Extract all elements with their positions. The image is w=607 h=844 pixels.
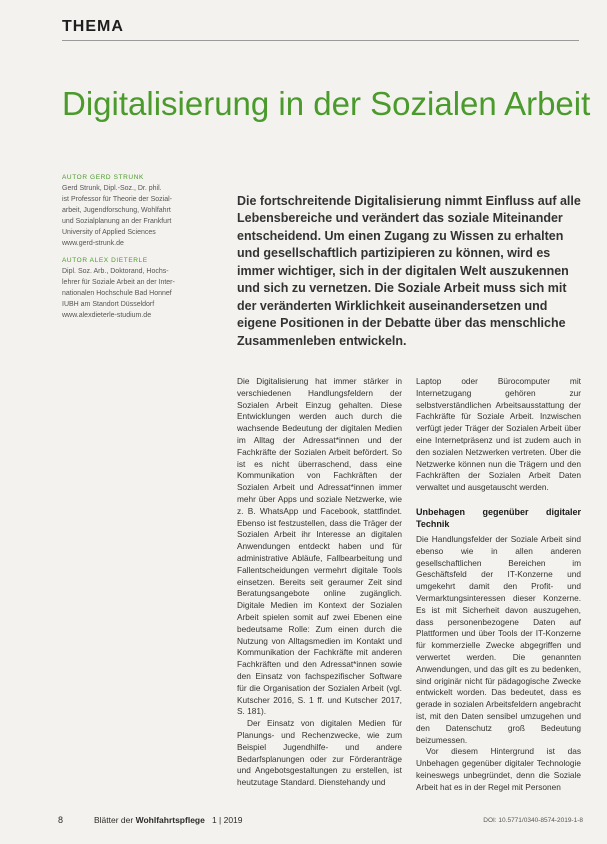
- author-bio-line: und Sozialplanung an der Frankfurt: [62, 218, 172, 225]
- page-number: 8: [58, 815, 64, 825]
- author-bio-line: Dipl. Soz. Arb., Doktorand, Hochs-: [62, 268, 169, 275]
- publication-name: Wohlfahrtspflege: [135, 815, 205, 825]
- publication-info: [94, 815, 243, 825]
- body-column-left: [237, 376, 402, 789]
- author-info: [62, 172, 222, 327]
- section-divider: [62, 40, 579, 41]
- subheading: Unbehagen gegenüber digitaler Technik: [416, 506, 581, 529]
- body-paragraph: Laptop oder Bürocomputer mit Internetzugang gehören zur selbstverständlichen Arbeitsausstattung der Fachkräfte für Soziale Arbeit. Inzwischen verfügt jeder Träger der Sozialen Arbeit über eine Internetpräsenz und ist zudem auch in den sozialen Netzwerken vertreten. Über die Netzwerke können nun die Trägern und den Fachkräften der Sozialen Arbeit Daten verwaltet und ausgetauscht werden.: [416, 376, 581, 493]
- body-paragraph: Die Handlungsfelder der Soziale Arbeit sind ebenso wie in allen anderen gesellschaftlichen Bereichen im Geschäftsfeld der IT-Konzerne und umgekehrt damit den Profit- und Vermarktungsinteressen dieser Konzerne. Es ist mit Sicherheit davon auszugehen, dass personenbezogene Daten auf Plattformen und über Tools der IT-Konzerne für kommerzielle Zwecke abgegriffen und verwertet werden. Die genannten Anwendungen, und das gilt es zu bedenken, sind originär nicht für pädagogische Zwecke entwickelt worden. Das bedeutet, dass es gerade in sozialen Arbeitsfeldern angebracht ist, mit den Daten sensibel umzugehen und den Datenschutz groß Bedeutung beizumessen.: [416, 533, 581, 745]
- body-paragraph: Die Digitalisierung hat immer stärker in verschiedenen Handlungsfeldern der Sozialen Arbeit Einzug gehalten. Diese Entwicklungen werden auch durch die wachsende Bedeutung der digitalen Medien im Alltag der Adressat*innen und der Fachkräfte der Sozialen Arbeit befördert. So ist es nicht überraschend, dass eine Kommunikation von Fachkräften der Sozialen Arbeit und Adressat*innen immer mehr über Apps und soziale Netzwerke, wie z. B. WhatsApp und Facebook, stattfindet. Ebenso ist festzustellen, dass die Träger der Sozialen Arbeit ihr Interesse an digitalen Anwendungen entdeckt haben und für administrative Abläufe, Fallbearbeitung und Fallentscheidungen vermehrt digitale Tools einsetzen. Bereits seit geraumer Zeit sind Beratungsangebote online zugänglich. Digitale Medien im Kontext der Sozialen Arbeit spielen somit auf zwei Ebenen eine bedeutsame Rolle: Zum einen durch die Nutzung von Alltagsmedien im Kontakt und Kommunikation der Fachkräfte mit anderen Fachkräften und den Adressat*innen sowie den Einsatz von fachspezifischer Software für die Organisation der Sozialen Arbeit (vgl. Kutscher 2016, S. 1 ff. und Kutscher 2017, S. 181).: [237, 376, 402, 717]
- issue-number: 1 | 2019: [211, 815, 243, 825]
- author-bio-line: University of Applied Sciences: [62, 229, 156, 236]
- author-bio-line: IUBH am Standort Düsseldorf: [62, 301, 155, 308]
- author-bio-line: nationalen Hochschule Bad Honnef: [62, 290, 172, 297]
- body-paragraph: Vor diesem Hintergrund ist das Unbehagen gegenüber digitaler Technologie keineswegs unbegründet, denn die Soziale Arbeit hat es in der Regel mit Personen: [416, 746, 581, 792]
- author-bio-line: Gerd Strunk, Dipl.-Soz., Dr. phil.: [62, 185, 162, 192]
- author-label: AUTOR ALEX DIETERLE: [62, 257, 148, 264]
- body-paragraph: Der Einsatz von digitalen Medien für Planungs- und Rechenzwecke, wie zum Beispiel Jugendhilfe- und andere Bedarfsplanungen oder zur Förderanträge und Angebotsgestaltungen zu erstellen, ist heutzutage Standard. Dienstehandy und: [237, 718, 402, 788]
- publication-prefix: Blätter der: [94, 815, 136, 825]
- author-bio-line: ist Professor für Theorie der Sozial-: [62, 196, 172, 203]
- doi-reference: DOI: 10.5771/0340-8574-2019-1-8: [483, 817, 583, 824]
- article-title: Digitalisierung in der Sozialen Arbeit: [62, 85, 591, 123]
- author-bio-line: arbeit, Jugendforschung, Wohlfahrt: [62, 207, 171, 214]
- section-label: THEMA: [62, 18, 124, 35]
- author-label: AUTOR GERD STRUNK: [62, 174, 144, 181]
- author-website: www.gerd-strunk.de: [62, 240, 124, 247]
- body-columns: [237, 376, 582, 806]
- body-column-right: [416, 376, 581, 794]
- author-block: [62, 172, 222, 249]
- author-website: www.alexdieterle-studium.de: [62, 312, 152, 319]
- author-block: [62, 255, 222, 321]
- author-bio-line: lehrer für Soziale Arbeit an der Inter-: [62, 279, 175, 286]
- lead-paragraph: Die fortschreitende Digitalisierung nimmt Einfluss auf alle Lebensbereiche und verändert das soziale Miteinander entscheidend. Um einen Zugang zu Wissen zu erhalten und gesellschaftlich partizipieren zu können, wird es immer wichtiger, sich in der digitalen Welt auszukennen und sich zu vernetzen. Die Soziale Arbeit muss sich mit der veränderten Wirklichkeit auseinandersetzen und eigene Positionen in der Debatte über das menschliche Zusammenleben entwickeln.: [237, 193, 581, 348]
